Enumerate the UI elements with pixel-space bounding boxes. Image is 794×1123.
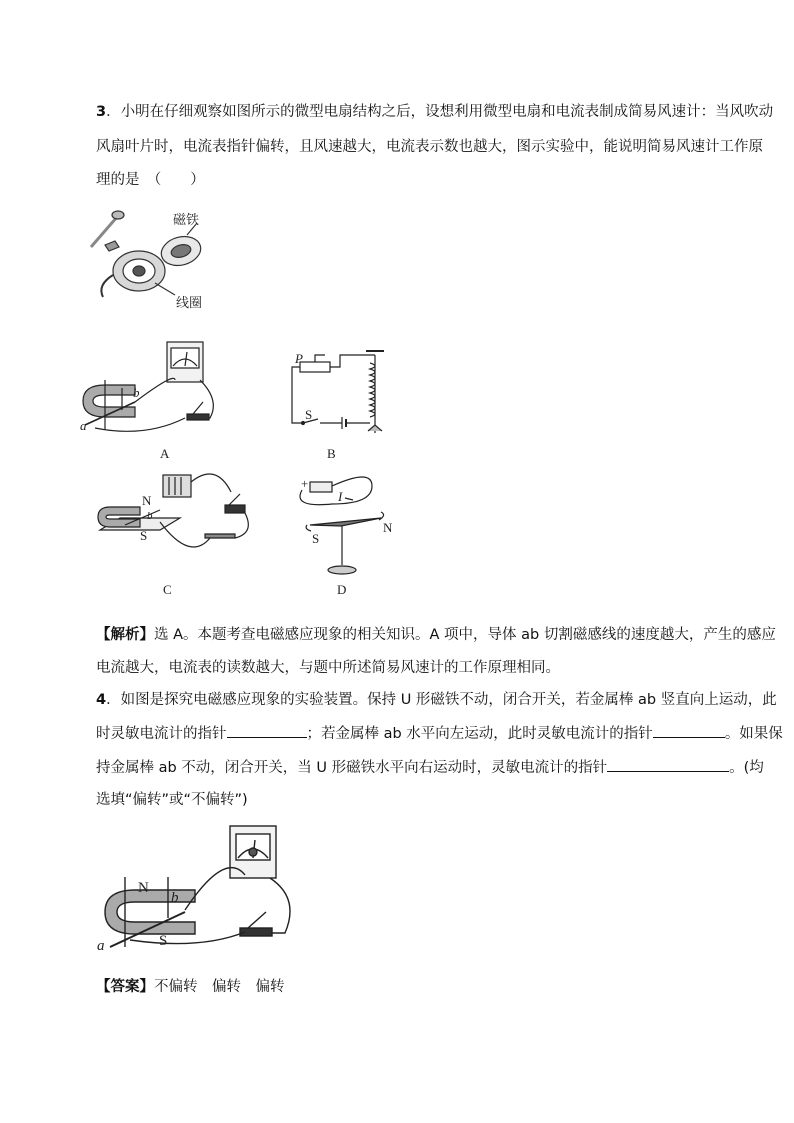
q4-experiment-figure bbox=[90, 822, 300, 957]
q4-blank-2[interactable] bbox=[653, 723, 725, 738]
q3-analysis-line-2: 电流越大，电流表的读数越大，与题中所述简易风速计的工作原理相同。 bbox=[96, 660, 560, 676]
option-d-label-plus: + bbox=[301, 476, 309, 491]
q4-label-s: S bbox=[159, 933, 168, 949]
option-a-label-b: b bbox=[133, 385, 140, 400]
q3-line-3: 理的是 （ ） bbox=[96, 172, 205, 188]
option-c-figure bbox=[95, 470, 255, 555]
coil-label: 线圈 bbox=[176, 296, 203, 311]
q4-number: 4 bbox=[96, 692, 107, 708]
option-d-label-s: S bbox=[312, 531, 320, 546]
q4-text-3a: 持金属棒 ab 不动，闭合开关，当 U 形磁铁水平向右运动时，灵敏电流计的指针 bbox=[96, 760, 608, 776]
q4-line-1 bbox=[96, 690, 777, 710]
option-b-label: B bbox=[327, 446, 336, 461]
option-d-label: D bbox=[337, 582, 347, 597]
option-d-figure bbox=[295, 470, 395, 585]
answer-tag: 【答案】 bbox=[96, 979, 154, 995]
q4-line-2 bbox=[96, 723, 783, 744]
option-d-label-i: I bbox=[338, 489, 343, 504]
q4-blank-1[interactable] bbox=[227, 723, 307, 738]
q4-text-1: ．如图是探究电磁感应现象的实验装置。保持 U 形磁铁不动，闭合开关，若金属棒 ab 竖直向上运动，此 bbox=[106, 692, 777, 708]
option-c-label: C bbox=[163, 582, 172, 597]
q3-text-1: ．小明在仔细观察如图所示的微型电扇结构之后，设想利用微型电扇和电流表制成简易风速计：当风吹动 bbox=[106, 104, 774, 120]
q4-label-a: a bbox=[97, 938, 105, 954]
answer-text: 不偏转 偏转 偏转 bbox=[154, 979, 285, 995]
q3-analysis-line-1 bbox=[96, 625, 776, 645]
q4-text-2c: 。如果保 bbox=[724, 726, 783, 742]
q4-text-2a: 时灵敏电流计的指针 bbox=[96, 726, 227, 742]
q4-text-2b: ；若金属棒 ab 水平向左运动，此时灵敏电流计的指针 bbox=[306, 726, 653, 742]
option-b-label-p: P bbox=[295, 351, 303, 366]
analysis-tag: 【解析】 bbox=[96, 627, 154, 643]
option-b-label-s: S bbox=[305, 407, 313, 422]
magnet-label: 磁铁 bbox=[173, 213, 200, 228]
option-a-label-a: a bbox=[80, 418, 87, 433]
q3-number: 3 bbox=[96, 104, 107, 120]
q4-blank-3[interactable] bbox=[607, 757, 729, 772]
q4-label-n: N bbox=[138, 880, 149, 896]
q4-label-b: b bbox=[171, 890, 179, 906]
option-c-label-n: N bbox=[142, 493, 152, 508]
q3-line-2: 风扇叶片时，电流表指针偏转，且风速越大，电流表示数也越大，图示实验中，能说明简易风速计工作原 bbox=[96, 139, 763, 155]
q3-line-1 bbox=[96, 102, 773, 122]
option-c-label-b: b bbox=[147, 510, 153, 522]
analysis-text-1: 选 A。本题考查电磁感应现象的相关知识。A 项中，导体 ab 切割磁感线的速度越大，产生的感应 bbox=[154, 627, 776, 643]
option-a-label: A bbox=[160, 446, 170, 461]
q4-text-3b: 。(均 bbox=[729, 760, 764, 776]
q4-line-3 bbox=[96, 757, 764, 778]
q4-line-4: 选填“偏转”或“不偏转”) bbox=[96, 792, 248, 808]
option-c-label-s: S bbox=[140, 528, 148, 543]
option-d-label-n: N bbox=[383, 520, 393, 535]
q4-answer-line bbox=[96, 977, 285, 997]
option-a-figure bbox=[75, 340, 225, 440]
